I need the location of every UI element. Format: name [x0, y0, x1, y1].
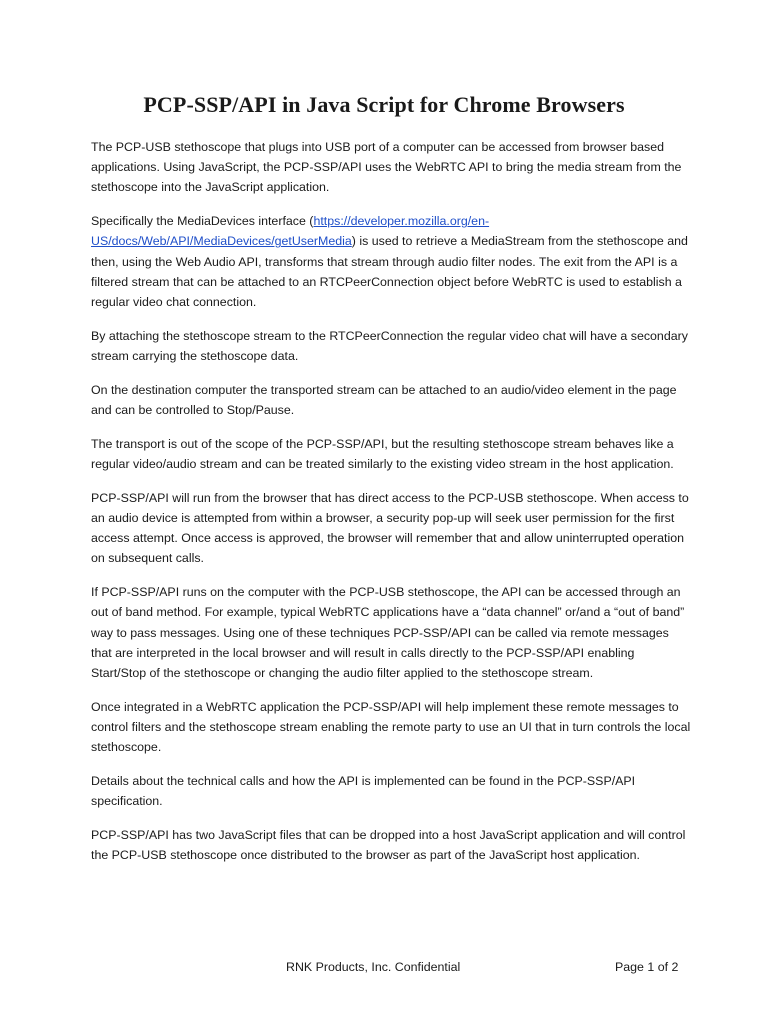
- paragraph-7: If PCP-SSP/API runs on the computer with the PCP-USB stethoscope, the API can be accessed through an out of band method. For example, typical WebRTC applications have a “data channel” or/and a “out of band” way to pass messages. Using one of these techniques PCP-SSP/API can be called via remote messages that are interpreted in the local browser and will result in calls directly to the PCP-SSP/API enabling Start/Stop of the stethoscope or changing the audio filter applied to the stethoscope stream.: [91, 585, 685, 681]
- paragraph-2-before: Specifically the MediaDevices interface (: [91, 214, 314, 229]
- document-body: [91, 137, 691, 879]
- paragraph-4: On the destination computer the transported stream can be attached to an audio/video element in the page and can be controlled to Stop/Pause.: [91, 382, 677, 418]
- footer-company: RNK Products, Inc. Confidential: [286, 960, 461, 974]
- mediadevices-link[interactable]: https://developer.mozilla.org/en-US/docs/Web/API/MediaDevices/getUserMedia: [91, 214, 490, 249]
- paragraph-3: By attaching the stethoscope stream to the RTCPeerConnection the regular video chat will have a secondary stream carrying the stethoscope data.: [91, 328, 688, 364]
- paragraph-10: PCP-SSP/API has two JavaScript files that can be dropped into a host JavaScript application and will control the PCP-USB stethoscope once distributed to the browser as part of the JavaScript host application.: [91, 828, 686, 863]
- paragraph-5: The transport is out of the scope of the PCP-SSP/API, but the resulting stethoscope stream behaves like a regular video/audio stream and can be treated similarly to the existing video stream in the host application.: [91, 436, 674, 472]
- paragraph-1: The PCP-USB stethoscope that plugs into USB port of a computer can be accessed from browser based applications. Using JavaScript, the PCP-SSP/API uses the WebRTC API to bring the media stream from the stethoscope into the JavaScript application.: [91, 140, 682, 195]
- footer-page-number: Page 1 of 2: [615, 960, 679, 974]
- document-title: PCP-SSP/API in Java Script for Chrome Browsers: [143, 92, 625, 117]
- paragraph-2-after: ) is used to retrieve a MediaStream from the stethoscope and then, using the Web Audio API, transforms that stream through audio filter nodes. The exit from the API is a filtered stream that can be attached to an RTCPeerConnection object before WebRTC is used to establish a regular video chat connection.: [91, 234, 688, 310]
- paragraph-6: PCP-SSP/API will run from the browser that has direct access to the PCP-USB stethoscope. When access to an audio device is attempted from within a browser, a security pop-up will seek user permission for the first access attempt. Once access is approved, the browser will remember that and allow uninterrupted operation on subsequent calls.: [91, 490, 689, 566]
- paragraph-2: [91, 211, 691, 312]
- paragraph-9: Details about the technical calls and how the API is implemented can be found in the PCP-SSP/API specification.: [91, 774, 636, 809]
- paragraph-8: Once integrated in a WebRTC application the PCP-SSP/API will help implement these remote messages to control filters and the stethoscope stream enabling the remote party to use an UI that in turn controls the local stethoscope.: [91, 699, 691, 755]
